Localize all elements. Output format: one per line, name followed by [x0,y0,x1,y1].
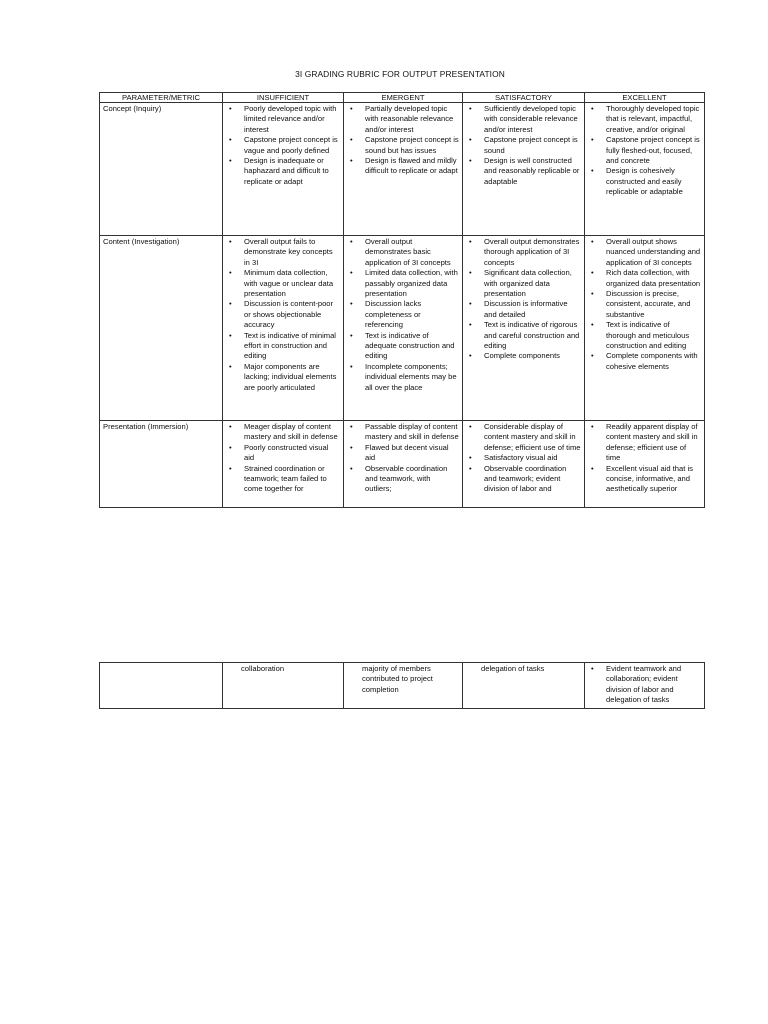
criteria-item: • Discussion lacks completeness or referencing [347,299,459,330]
criteria-cell-satisfactory [463,421,585,508]
criteria-item: • Excellent visual aid that is concise, informative, and aesthetically superior [588,464,701,495]
criteria-cell-excellent [585,421,705,508]
header-excellent: EXCELLENT [585,93,705,103]
criteria-list [588,422,701,495]
header-satisfactory: SATISFACTORY [463,93,585,103]
criteria-item: • Overall output demonstrates thorough application of 3I concepts [466,237,581,268]
criteria-item: • Strained coordination or teamwork; team failed to come together for [226,464,340,495]
criteria-item: • Design is well constructed and reasonably replicable or adaptable [466,156,581,187]
criteria-list [347,422,459,495]
criteria-item: • Discussion is precise, consistent, accurate, and substantive [588,289,701,320]
criteria-cell-emergent [344,421,463,508]
criteria-list [466,237,581,362]
criteria-item: • Poorly developed topic with limited relevance and/or interest [226,104,340,135]
criteria-item: • Observable coordination and teamwork; evident division of labor and [466,464,581,495]
criteria-cell-excellent [585,103,705,236]
criteria-cell-excellent [585,663,705,709]
criteria-list [347,104,459,177]
criteria-cell-satisfactory: delegation of tasks [463,663,585,709]
criteria-cell-emergent [344,103,463,236]
criteria-list [466,422,581,495]
criteria-list [588,104,701,198]
criteria-item: • Capstone project concept is fully fleshed-out, focused, and concrete [588,135,701,166]
criteria-item: • Capstone project concept is sound but has issues [347,135,459,156]
criteria-cell-insufficient [223,236,344,421]
table-row-presentation [100,421,705,508]
criteria-cell-emergent: majority of members contributed to project completion [344,663,463,709]
rubric-table-continued [99,662,705,709]
criteria-item: • Text is indicative of thorough and meticulous construction and editing [588,320,701,351]
criteria-item: • Minimum data collection, with vague or unclear data presentation [226,268,340,299]
criteria-item: • Incomplete components; individual elements may be all over the place [347,362,459,393]
criteria-list [226,422,340,495]
criteria-item: • Text is indicative of adequate construction and editing [347,331,459,362]
criteria-cell-excellent [585,236,705,421]
table-row-content [100,236,705,421]
criteria-list [226,237,340,393]
criteria-item: • Text is indicative of minimal effort in construction and editing [226,331,340,362]
criteria-item: • Major components are lacking; individual elements are poorly articulated [226,362,340,393]
criteria-item: • Capstone project concept is vague and poorly defined [226,135,340,156]
header-emergent: EMERGENT [344,93,463,103]
criteria-list [347,237,459,393]
criteria-item: • Satisfactory visual aid [466,453,581,463]
parameter-cell: Presentation (Immersion) [100,421,223,508]
criteria-item: • Capstone project concept is sound [466,135,581,156]
criteria-item: • Discussion is content-poor or shows objectionable accuracy [226,299,340,330]
criteria-item: • Readily apparent display of content mastery and skill in defense; efficient use of time [588,422,701,464]
table-row-presentation-continued [100,663,705,709]
rubric-table [99,92,705,508]
criteria-item: • Poorly constructed visual aid [226,443,340,464]
criteria-cell-satisfactory [463,236,585,421]
criteria-item: • Discussion is informative and detailed [466,299,581,320]
criteria-item: • Overall output shows nuanced understanding and application of 3I concepts [588,237,701,268]
header-parameter: PARAMETER/METRIC [100,93,223,103]
criteria-list [588,664,701,706]
criteria-list [226,104,340,187]
criteria-cell-satisfactory [463,103,585,236]
criteria-item: • Considerable display of content mastery and skill in defense; efficient use of time [466,422,581,453]
criteria-item: • Overall output demonstrates basic application of 3I concepts [347,237,459,268]
criteria-item: • Complete components [466,351,581,361]
criteria-item: • Observable coordination and teamwork, with outliers; [347,464,459,495]
criteria-item: • Design is cohesively constructed and easily replicable or adaptable [588,166,701,197]
parameter-cell [100,663,223,709]
header-insufficient: INSUFFICIENT [223,93,344,103]
criteria-item: • Flawed but decent visual aid [347,443,459,464]
criteria-item: • Limited data collection, with passably organized data presentation [347,268,459,299]
criteria-item: • Design is flawed and mildly difficult to replicate or adapt [347,156,459,177]
criteria-cell-insufficient [223,103,344,236]
header-row [100,93,705,103]
criteria-item: • Partially developed topic with reasonable relevance and/or interest [347,104,459,135]
criteria-list [588,237,701,372]
document-title: 3I GRADING RUBRIC FOR OUTPUT PRESENTATION [295,69,505,79]
criteria-cell-insufficient [223,421,344,508]
criteria-cell-insufficient: collaboration [223,663,344,709]
criteria-item: • Passable display of content mastery and skill in defense [347,422,459,443]
parameter-cell: Content (Investigation) [100,236,223,421]
criteria-item: • Rich data collection, with organized data presentation [588,268,701,289]
criteria-item: • Significant data collection, with organized data presentation [466,268,581,299]
criteria-item: • Thoroughly developed topic that is relevant, impactful, creative, and/or original [588,104,701,135]
criteria-list [466,104,581,187]
criteria-cell-emergent [344,236,463,421]
table-row-concept [100,103,705,236]
criteria-item: • Sufficiently developed topic with considerable relevance and/or interest [466,104,581,135]
parameter-cell: Concept (Inquiry) [100,103,223,236]
criteria-item: • Overall output fails to demonstrate key concepts in 3I [226,237,340,268]
criteria-item: • Meager display of content mastery and skill in defense [226,422,340,443]
criteria-item: • Text is indicative of rigorous and careful construction and editing [466,320,581,351]
criteria-item: • Evident teamwork and collaboration; evident division of labor and delegation of tasks [588,664,701,706]
criteria-item: • Design is inadequate or haphazard and difficult to replicate or adapt [226,156,340,187]
criteria-item: • Complete components with cohesive elements [588,351,701,372]
